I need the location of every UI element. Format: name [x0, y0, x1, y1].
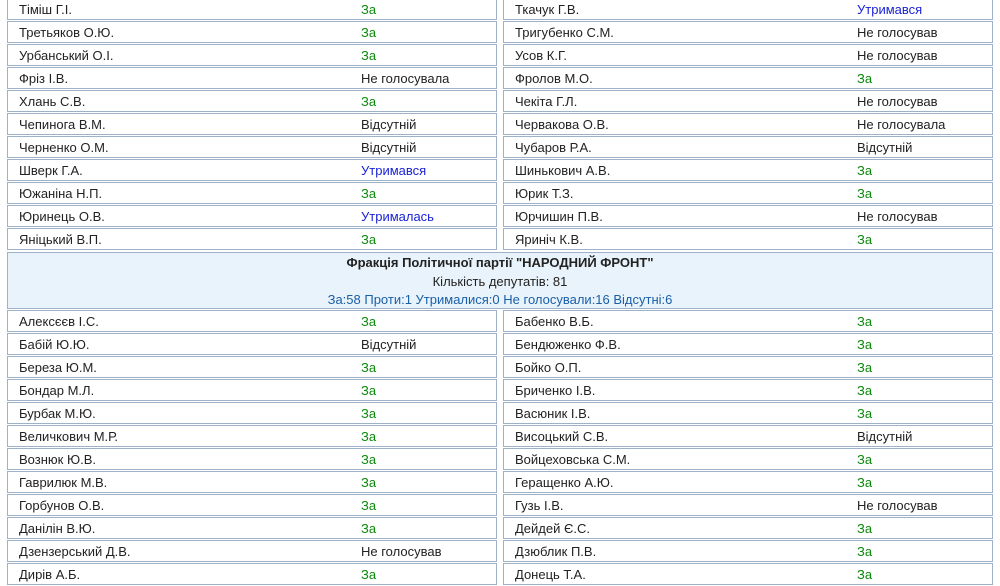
- deputy-name: Береза Ю.М.: [19, 360, 97, 375]
- deputy-vote: За: [361, 232, 377, 247]
- deputy-row: [503, 0, 993, 20]
- deputy-name: Третьяков О.Ю.: [19, 25, 115, 40]
- deputy-name: Червакова О.В.: [515, 117, 609, 132]
- deputy-vote: За: [857, 452, 873, 467]
- deputy-vote: Не голосував: [857, 209, 938, 224]
- deputy-name: Шверк Г.А.: [19, 163, 83, 178]
- deputy-vote: За: [857, 337, 873, 352]
- deputy-row: [503, 517, 993, 539]
- faction-header: [7, 252, 993, 309]
- deputy-row: [503, 379, 993, 401]
- deputy-name: Величкович М.Р.: [19, 429, 118, 444]
- deputy-row: [7, 425, 497, 447]
- deputy-vote: Не голосувала: [857, 117, 946, 132]
- deputy-row: [503, 563, 993, 585]
- deputy-name: Алексєєв І.С.: [19, 314, 99, 329]
- deputy-vote: Відсутній: [857, 140, 913, 155]
- deputy-row: [503, 425, 993, 447]
- deputy-name: Чекіта Г.Л.: [515, 94, 578, 109]
- deputy-vote: За: [857, 360, 873, 375]
- deputy-row: [503, 228, 993, 250]
- deputy-name: Висоцький С.В.: [515, 429, 609, 444]
- deputy-vote: Утримався: [857, 2, 923, 17]
- deputy-row: [503, 21, 993, 43]
- deputy-vote: За: [857, 383, 873, 398]
- deputy-vote: За: [361, 314, 377, 329]
- deputy-row: [7, 494, 497, 516]
- deputy-vote: Відсутній: [361, 140, 417, 155]
- deputy-name: Васюник І.В.: [515, 406, 591, 421]
- deputy-name: Горбунов О.В.: [19, 498, 105, 513]
- faction-title: Фракція Політичної партії "НАРОДНИЙ ФРОНТ": [346, 255, 654, 270]
- deputy-vote: Не голосував: [361, 544, 442, 559]
- deputy-row: [7, 333, 497, 355]
- deputy-name: Данілін В.Ю.: [19, 521, 96, 536]
- deputy-row: [7, 228, 497, 250]
- deputy-name: Гаврилюк М.В.: [19, 475, 108, 490]
- deputy-vote: За: [857, 314, 873, 329]
- deputy-name: Бойко О.П.: [515, 360, 582, 375]
- deputy-name: Вознюк Ю.В.: [19, 452, 96, 467]
- deputy-vote: За: [361, 406, 377, 421]
- deputy-vote: За: [857, 232, 873, 247]
- deputy-vote: Утрималась: [361, 209, 434, 224]
- deputy-name: Бабій Ю.Ю.: [19, 337, 90, 352]
- deputy-vote: Не голосував: [857, 498, 938, 513]
- deputy-row: [7, 21, 497, 43]
- deputy-name: Дирів А.Б.: [19, 567, 81, 582]
- deputy-row: [503, 67, 993, 89]
- deputy-row: [503, 448, 993, 470]
- deputy-vote: За: [857, 186, 873, 201]
- deputy-row: [503, 90, 993, 112]
- deputy-name: Урбанський О.І.: [19, 48, 114, 63]
- deputy-row: [7, 113, 497, 135]
- bottom-right-column: [503, 310, 993, 586]
- deputy-name: Дзюблик П.В.: [515, 544, 597, 559]
- deputy-row: [503, 159, 993, 181]
- deputy-vote: За: [857, 567, 873, 582]
- deputy-name: Дзензерський Д.В.: [19, 544, 131, 559]
- deputy-vote: Утримався: [361, 163, 427, 178]
- deputy-row: [7, 471, 497, 493]
- deputy-name: Яриніч К.В.: [515, 232, 583, 247]
- deputy-row: [503, 44, 993, 66]
- deputy-name: Бендюженко Ф.В.: [515, 337, 621, 352]
- deputy-vote: За: [857, 475, 873, 490]
- deputy-vote: За: [857, 521, 873, 536]
- deputy-name: Гузь І.В.: [515, 498, 564, 513]
- deputy-name: Бабенко В.Б.: [515, 314, 594, 329]
- deputy-name: Войцеховська С.М.: [515, 452, 631, 467]
- deputy-vote: За: [361, 2, 377, 17]
- deputy-row: [7, 67, 497, 89]
- deputy-row: [503, 471, 993, 493]
- deputy-vote: За: [361, 383, 377, 398]
- deputy-name: Донець Т.А.: [515, 567, 586, 582]
- deputy-name: Бурбак М.Ю.: [19, 406, 96, 421]
- deputy-name: Шинькович А.В.: [515, 163, 611, 178]
- deputy-vote: За: [361, 360, 377, 375]
- deputy-name: Юрик Т.З.: [515, 186, 574, 201]
- bottom-left-column: [7, 310, 497, 586]
- deputy-vote: Не голосував: [857, 94, 938, 109]
- deputy-name: Фролов М.О.: [515, 71, 593, 86]
- deputy-name: Тіміш Г.І.: [19, 2, 72, 17]
- deputy-name: Усов К.Г.: [515, 48, 568, 63]
- deputy-name: Хлань С.В.: [19, 94, 86, 109]
- deputy-row: [503, 356, 993, 378]
- deputy-row: [503, 333, 993, 355]
- deputy-name: Фріз І.В.: [19, 71, 69, 86]
- deputy-row: [7, 90, 497, 112]
- deputy-name: Юрчишин П.В.: [515, 209, 603, 224]
- deputy-vote: За: [361, 521, 377, 536]
- deputy-vote: За: [361, 498, 377, 513]
- deputy-row: [503, 540, 993, 562]
- deputy-name: Бриченко І.В.: [515, 383, 596, 398]
- deputy-name: Геращенко А.Ю.: [515, 475, 614, 490]
- deputy-vote: Відсутній: [361, 337, 417, 352]
- deputy-name: Тригубенко С.М.: [515, 25, 614, 40]
- deputy-name: Дейдей Є.С.: [515, 521, 590, 536]
- deputy-vote: За: [361, 429, 377, 444]
- deputy-row: [503, 182, 993, 204]
- deputy-vote: За: [361, 94, 377, 109]
- deputy-vote: Відсутній: [857, 429, 913, 444]
- deputy-name: Яніцький В.П.: [19, 232, 102, 247]
- deputy-row: [7, 205, 497, 227]
- deputy-name: Чубаров Р.А.: [515, 140, 592, 155]
- deputy-row: [7, 136, 497, 158]
- deputy-row: [7, 563, 497, 585]
- deputy-name: Ткачук Г.В.: [515, 2, 580, 17]
- faction-vote-summary: За:58 Проти:1 Утрималися:0 Не голосували:16 Відсутні:6: [327, 292, 673, 307]
- deputy-name: Черненко О.М.: [19, 140, 109, 155]
- deputy-row: [503, 136, 993, 158]
- top-left-column: [7, 0, 497, 251]
- deputy-vote: За: [361, 567, 377, 582]
- deputy-row: [7, 159, 497, 181]
- deputy-row: [7, 379, 497, 401]
- deputy-vote: Не голосувала: [361, 71, 450, 86]
- deputy-row: [7, 540, 497, 562]
- deputy-vote: За: [857, 71, 873, 86]
- deputy-row: [7, 356, 497, 378]
- deputy-row: [503, 310, 993, 332]
- deputy-row: [503, 113, 993, 135]
- deputy-vote: За: [361, 475, 377, 490]
- deputy-vote: Відсутній: [361, 117, 417, 132]
- deputy-name: Южаніна Н.П.: [19, 186, 103, 201]
- top-right-column: [503, 0, 993, 251]
- deputy-vote: Не голосував: [857, 48, 938, 63]
- deputy-row: [7, 182, 497, 204]
- deputy-row: [7, 402, 497, 424]
- deputy-vote: За: [857, 406, 873, 421]
- deputy-row: [7, 310, 497, 332]
- deputy-vote: За: [361, 186, 377, 201]
- deputy-row: [7, 517, 497, 539]
- deputy-row: [7, 448, 497, 470]
- deputy-row: [7, 0, 497, 20]
- deputy-row: [7, 44, 497, 66]
- deputy-vote: За: [361, 452, 377, 467]
- deputy-vote: За: [857, 163, 873, 178]
- deputy-name: Чепинога В.М.: [19, 117, 106, 132]
- deputy-row: [503, 205, 993, 227]
- deputy-row: [503, 402, 993, 424]
- deputy-name: Юринець О.В.: [19, 209, 105, 224]
- deputy-vote: Не голосував: [857, 25, 938, 40]
- deputy-name: Бондар М.Л.: [19, 383, 95, 398]
- deputy-vote: За: [857, 544, 873, 559]
- faction-deputy-count: Кількість депутатів: 81: [432, 274, 568, 289]
- deputy-vote: За: [361, 48, 377, 63]
- deputy-row: [503, 494, 993, 516]
- deputy-vote: За: [361, 25, 377, 40]
